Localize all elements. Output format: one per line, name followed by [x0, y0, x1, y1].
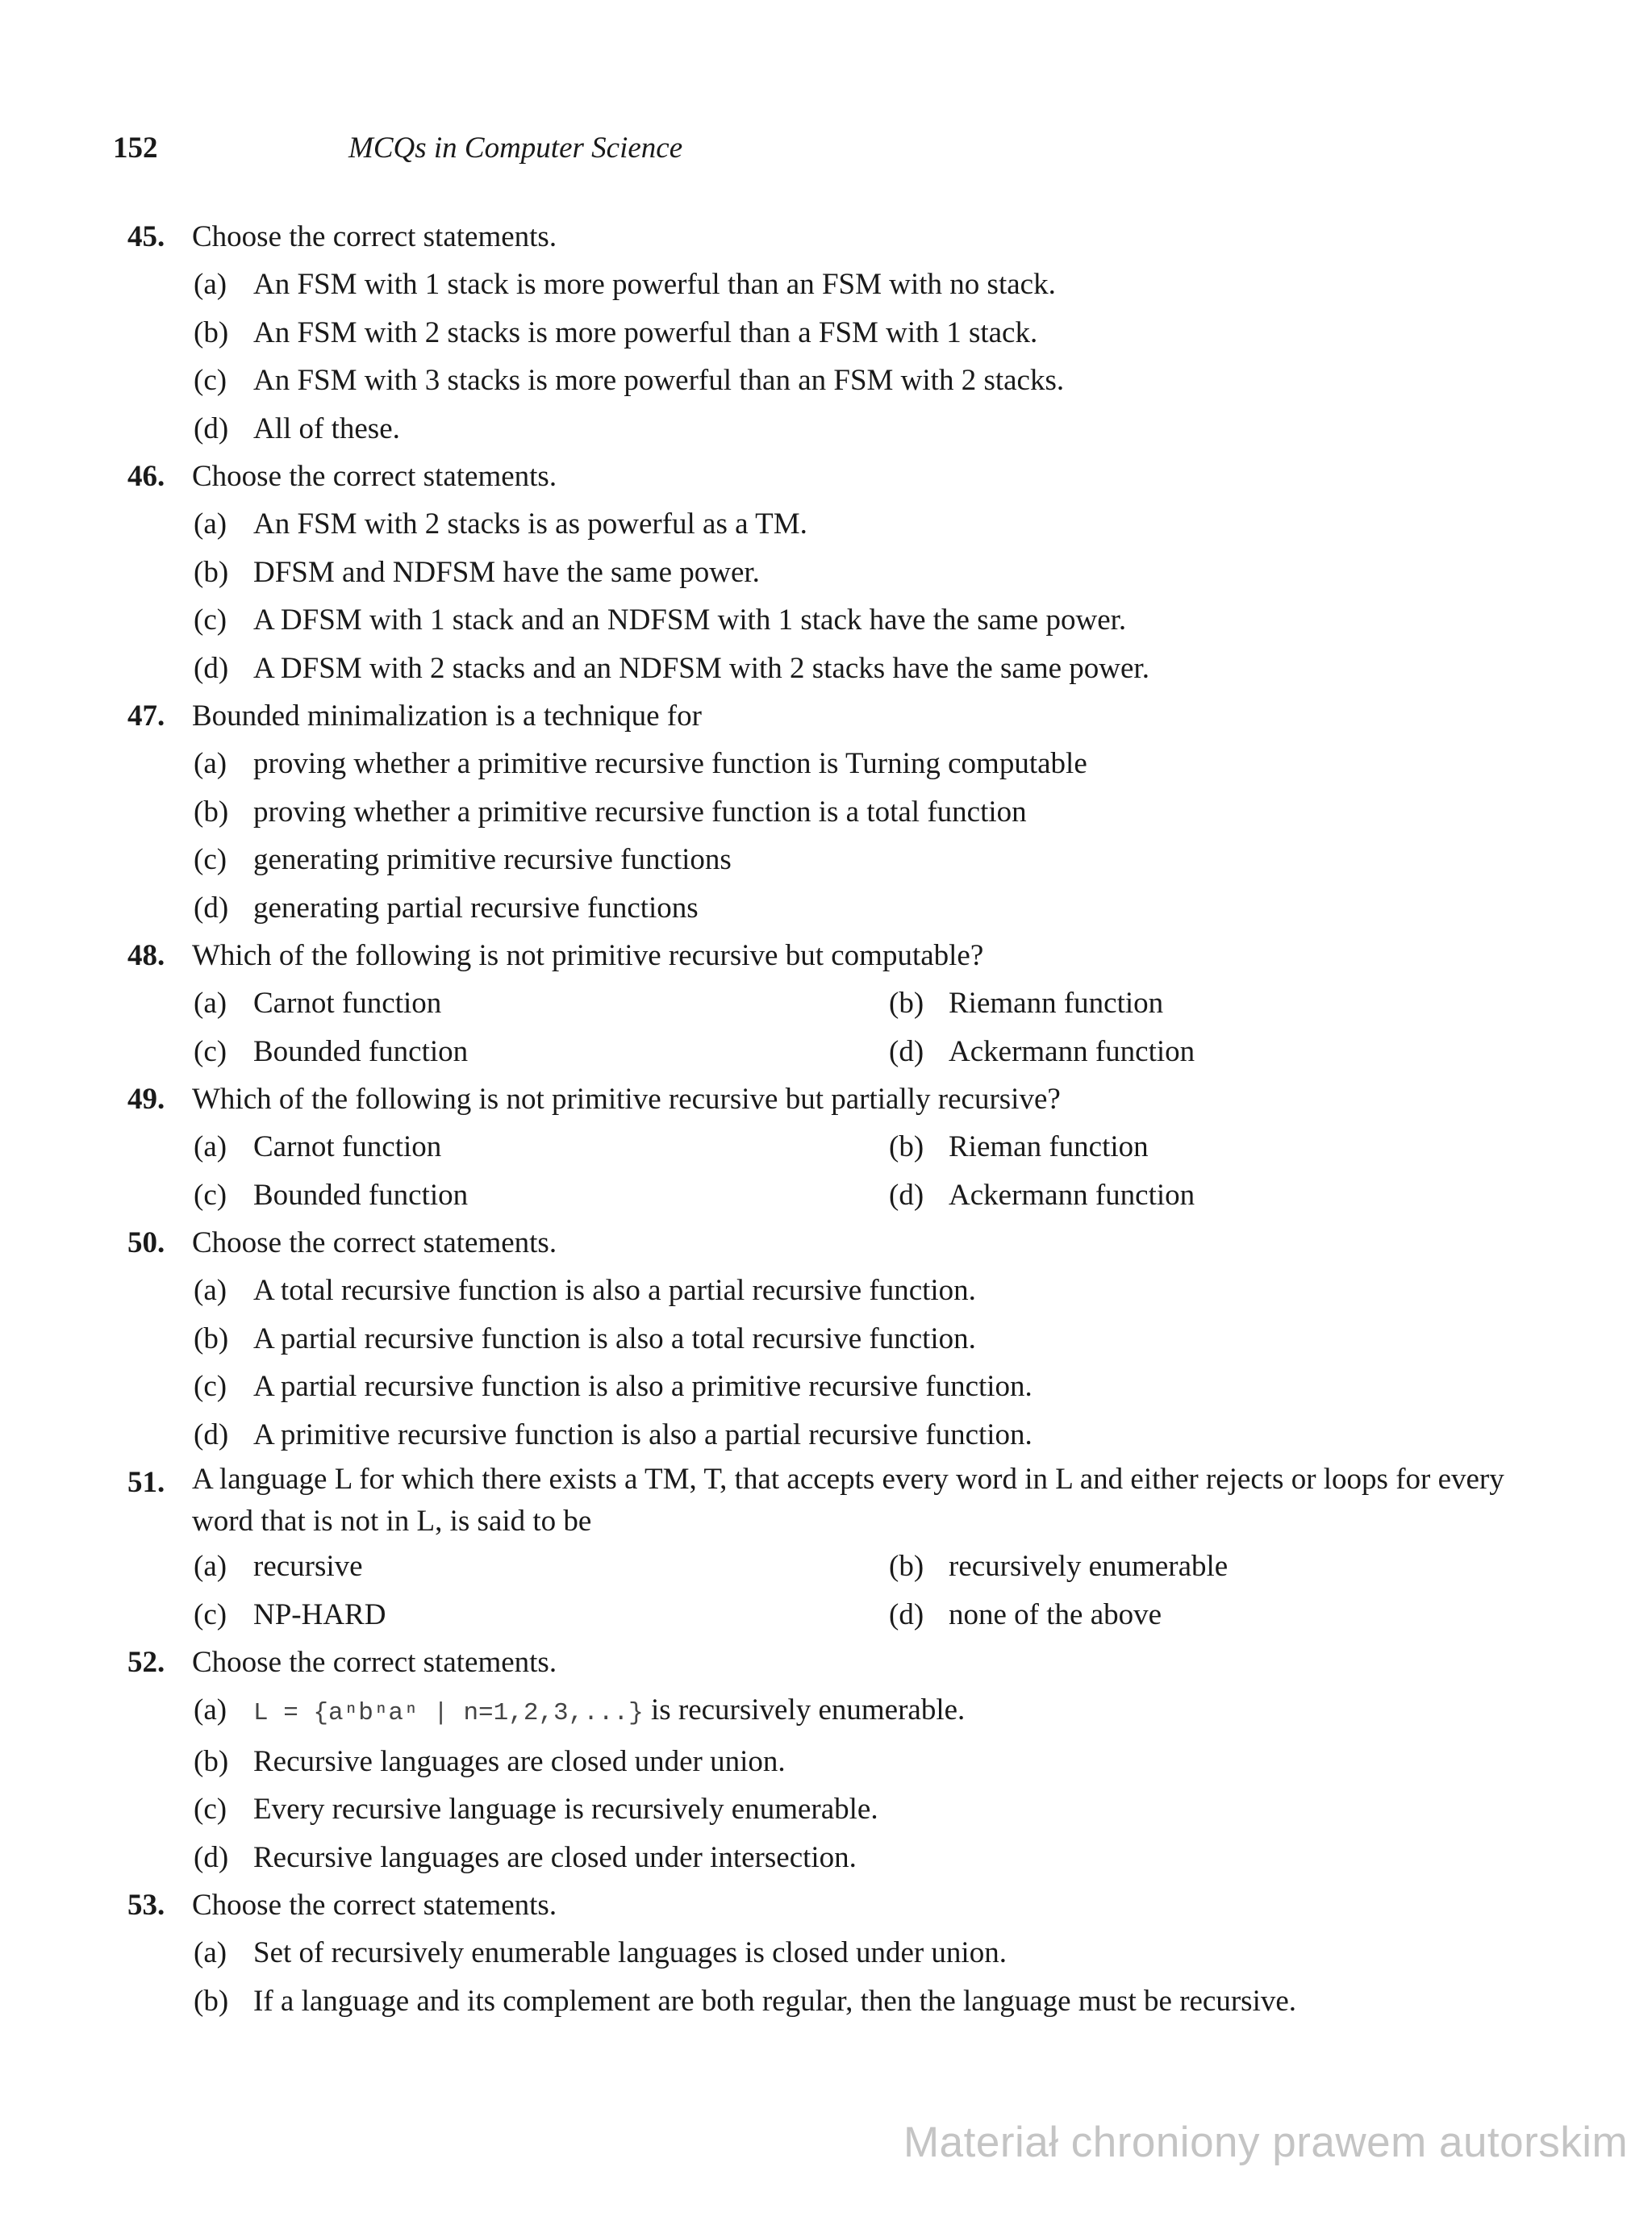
option-text: Rieman function: [949, 1130, 1149, 1163]
question-number: 45.: [127, 220, 165, 253]
option-text: If a language and its complement are both regular, then the language must be recursive.: [253, 1984, 1297, 2018]
option-text: A DFSM with 1 stack and an NDFSM with 1 stack have the same power.: [253, 603, 1127, 637]
option-text: none of the above: [949, 1597, 1162, 1631]
question-number: 53.: [127, 1889, 165, 1922]
question-text: Choose the correct statements.: [192, 1889, 557, 1922]
answer-option: [192, 500, 1549, 549]
option-label: (b): [889, 1550, 924, 1583]
question-item: [121, 213, 1549, 453]
question-item: [121, 1881, 1549, 2025]
question-text: Which of the following is not primitive recursive but partially recursive?: [192, 1083, 1061, 1116]
answer-option: [192, 1543, 887, 1591]
question-number: 51.: [127, 1466, 165, 1499]
option-text: proving whether a primitive recursive function is a total function: [253, 795, 1027, 829]
option-list: [192, 1543, 1549, 1639]
answer-option: [192, 1929, 1549, 1977]
option-list: [192, 1929, 1549, 2025]
option-label: (c): [194, 603, 227, 637]
question-item: [121, 1459, 1549, 1639]
question-list: [121, 213, 1549, 2025]
option-text: Riemann function: [949, 987, 1164, 1020]
answer-option: [192, 1411, 1549, 1459]
option-label: (a): [194, 1130, 227, 1163]
question-text: Choose the correct statements.: [192, 220, 557, 253]
option-text: All of these.: [253, 411, 400, 445]
answer-option: [192, 1834, 1549, 1882]
option-text: Ackermann function: [949, 1034, 1195, 1068]
option-text: A DFSM with 2 stacks and an NDFSM with 2 stacks have the same power.: [253, 651, 1149, 685]
option-label: (d): [889, 1597, 924, 1631]
option-label: (c): [194, 843, 227, 876]
option-text: Recursive languages are closed under union.: [253, 1744, 786, 1778]
question-item: [121, 932, 1549, 1075]
option-label: (b): [194, 795, 229, 829]
answer-option: [192, 1591, 887, 1639]
option-text: Set of recursively enumerable languages is closed under union.: [253, 1936, 1007, 1969]
option-label: (d): [194, 1840, 229, 1874]
option-label: (c): [194, 364, 227, 397]
answer-option: [887, 1543, 1549, 1591]
answer-option: [887, 1591, 1549, 1639]
option-text: proving whether a primitive recursive function is Turning computable: [253, 747, 1087, 780]
option-label: (b): [889, 987, 924, 1020]
answer-option: [192, 1686, 1549, 1738]
option-label: (d): [889, 1178, 924, 1212]
answer-option: [192, 979, 887, 1028]
answer-option: [192, 549, 1549, 597]
option-label: (a): [194, 747, 227, 780]
option-label: (b): [889, 1130, 924, 1163]
option-text: Carnot function: [253, 1130, 442, 1163]
option-label: (d): [889, 1034, 924, 1068]
question-item: [121, 1219, 1549, 1459]
question-text: Bounded minimalization is a technique for: [192, 699, 702, 733]
option-text: A primitive recursive function is also a partial recursive function.: [253, 1418, 1032, 1451]
answer-option: [192, 1171, 887, 1220]
option-text: is recursively enumerable.: [650, 1693, 966, 1727]
answer-option: [192, 1363, 1549, 1411]
option-text: Ackermann function: [949, 1178, 1195, 1212]
answer-option: [192, 1267, 1549, 1315]
question-text: A language L for which there exists a TM, T, that accepts every word in L and either rejects or loops for every word that is not in L, is said to be: [192, 1463, 1504, 1538]
question-number: 47.: [127, 699, 165, 733]
answer-option: [192, 1315, 1549, 1363]
option-list: [192, 1123, 1549, 1219]
option-label: (b): [194, 1984, 229, 2018]
option-text: DFSM and NDFSM have the same power.: [253, 555, 760, 589]
option-label: (c): [194, 1034, 227, 1068]
option-label: (a): [194, 507, 227, 541]
option-label: (c): [194, 1370, 227, 1403]
answer-option: [192, 1785, 1549, 1834]
option-list: [192, 261, 1549, 453]
option-text: generating partial recursive functions: [253, 891, 699, 925]
answer-option: [192, 405, 1549, 453]
question-number: 50.: [127, 1226, 165, 1259]
answer-option: [192, 1977, 1549, 2026]
option-label: (d): [194, 651, 229, 685]
question-item: [121, 692, 1549, 932]
option-text: generating primitive recursive functions: [253, 843, 732, 876]
option-text: An FSM with 2 stacks is more powerful than a FSM with 1 stack.: [253, 315, 1038, 349]
answer-option: [192, 645, 1549, 693]
answer-option: [192, 884, 1549, 933]
question-number: 49.: [127, 1083, 165, 1116]
option-label: (b): [194, 1744, 229, 1778]
question-number: 52.: [127, 1646, 165, 1679]
option-label: (a): [194, 1693, 227, 1727]
question-item: [121, 1639, 1549, 1881]
option-text: Bounded function: [253, 1034, 469, 1068]
option-label: (d): [194, 1418, 229, 1451]
running-title: MCQs in Computer Science: [348, 132, 683, 165]
answer-option: [192, 740, 1549, 788]
option-text: Bounded function: [253, 1178, 469, 1212]
option-list: [192, 1267, 1549, 1459]
question-number: 46.: [127, 460, 165, 493]
answer-option: [192, 357, 1549, 405]
page-header: [113, 131, 1565, 171]
answer-option: [887, 1171, 1549, 1220]
option-text: An FSM with 2 stacks is as powerful as a TM.: [253, 507, 807, 541]
option-label: (c): [194, 1597, 227, 1631]
question-text: Which of the following is not primitive recursive but computable?: [192, 939, 984, 972]
option-label: (b): [194, 1322, 229, 1355]
answer-option: [192, 1028, 887, 1076]
option-label: (a): [194, 1550, 227, 1583]
option-text: A partial recursive function is also a primitive recursive function.: [253, 1370, 1032, 1403]
option-formula: L = {aⁿbⁿaⁿ | n=1,2,3,...}: [253, 1699, 644, 1727]
option-label: (a): [194, 268, 227, 301]
answer-option: [192, 261, 1549, 309]
answer-option: [887, 1123, 1549, 1171]
answer-option: [192, 596, 1549, 645]
option-label: (c): [194, 1793, 227, 1826]
question-text: Choose the correct statements.: [192, 460, 557, 493]
option-label: (c): [194, 1178, 227, 1212]
option-label: (a): [194, 1936, 227, 1969]
option-text: An FSM with 1 stack is more powerful than an FSM with no stack.: [253, 268, 1056, 301]
option-list: [192, 1686, 1549, 1881]
option-label: (d): [194, 411, 229, 445]
option-list: [192, 979, 1549, 1075]
option-text: recursive: [253, 1550, 363, 1583]
option-text: Recursive languages are closed under intersection.: [253, 1840, 857, 1874]
option-label: (b): [194, 555, 229, 589]
option-label: (a): [194, 1274, 227, 1307]
option-label: (d): [194, 891, 229, 925]
answer-option: [887, 979, 1549, 1028]
question-item: [121, 1075, 1549, 1219]
answer-option: [192, 1123, 887, 1171]
option-label: (a): [194, 987, 227, 1020]
answer-option: [192, 788, 1549, 837]
page-number: 152: [113, 132, 158, 165]
question-text: Choose the correct statements.: [192, 1646, 557, 1679]
option-label: (b): [194, 315, 229, 349]
question-number: 48.: [127, 939, 165, 972]
option-text: A partial recursive function is also a total recursive function.: [253, 1322, 976, 1355]
option-text: NP-HARD: [253, 1597, 386, 1631]
option-text: A total recursive function is also a partial recursive function.: [253, 1274, 976, 1307]
answer-option: [887, 1028, 1549, 1076]
option-list: [192, 740, 1549, 932]
option-text: Every recursive language is recursively enumerable.: [253, 1793, 878, 1826]
copyright-watermark: Materiał chroniony prawem autorskim: [903, 2119, 1629, 2166]
answer-option: [192, 309, 1549, 357]
option-text: Carnot function: [253, 987, 442, 1020]
question-text: Choose the correct statements.: [192, 1226, 557, 1259]
option-list: [192, 500, 1549, 692]
option-text: An FSM with 3 stacks is more powerful than an FSM with 2 stacks.: [253, 364, 1065, 397]
option-text: recursively enumerable: [949, 1550, 1229, 1583]
question-item: [121, 453, 1549, 692]
answer-option: [192, 1738, 1549, 1786]
answer-option: [192, 836, 1549, 884]
